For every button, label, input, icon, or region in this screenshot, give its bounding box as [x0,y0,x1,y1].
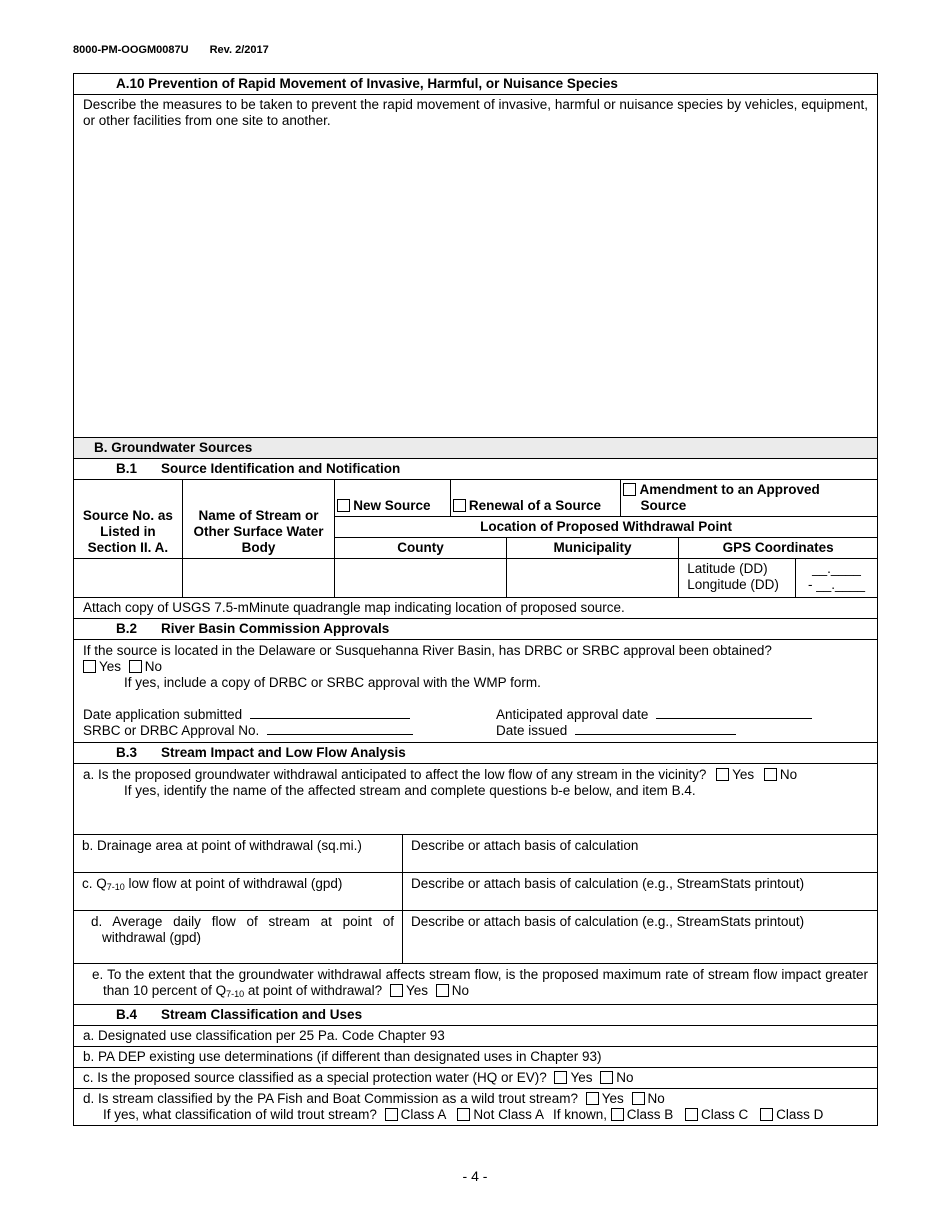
gps-labels: Latitude (DD) Longitude (DD) [679,559,796,598]
b2-question: If the source is located in the Delaware or Susquehanna River Basin, has DRBC or SRBC approval been obtained? [83,643,772,658]
b4-existing-use[interactable]: b. PA DEP existing use determinations (if different than designated uses in Chapter 93) [74,1047,877,1068]
form-header [73,44,287,56]
b4c-yes-checkbox[interactable] [554,1071,567,1084]
source-no-cell[interactable] [74,559,183,598]
b4c-no-checkbox[interactable] [600,1071,613,1084]
amendment-option[interactable]: Amendment to an Approved Source [621,480,878,517]
renewal-checkbox[interactable] [453,499,466,512]
a10-heading: A.10 Prevention of Rapid Movement of Invasive, Harmful, or Nuisance Species [74,74,877,95]
b2-dates: Date application submitted SRBC or DRBC Approval No. Anticipated approval date Date issued [83,707,868,739]
date-issued-field[interactable] [575,734,736,735]
b3a-no-checkbox[interactable] [764,768,777,781]
b1-source-table [73,479,878,598]
b4-wild-trout: d. Is stream classified by the PA Fish and Boat Commission as a wild trout stream? Yes No If yes, what classification of wild trout stream? Class A Not Class A If known, Class B Class C Class D [83,1091,824,1122]
b3-avg-flow-label: d. Average daily flow of stream at point of withdrawal (gpd) [74,911,403,964]
form-frame [73,73,878,1126]
class-d-checkbox[interactable] [760,1108,773,1121]
b4-designated-use[interactable]: a. Designated use classification per 25 Pa. Code Chapter 93 [74,1026,877,1047]
b2-body [74,640,877,743]
b3-avg-flow-basis[interactable]: Describe or attach basis of calculation (e.g., StreamStats printout) [403,911,878,964]
date-submitted-field[interactable] [250,718,410,719]
amendment-checkbox[interactable] [623,483,636,496]
new-source-option[interactable]: New Source [335,480,451,517]
a10-answer-area[interactable] [74,95,877,438]
approval-no-field[interactable] [267,734,413,735]
b3-calc-table-wrap [74,834,877,964]
b4d-yes-checkbox[interactable] [586,1092,599,1105]
class-c-checkbox[interactable] [685,1108,698,1121]
col-stream-name: Name of Stream or Other Surface Water Body [182,480,335,559]
b1-heading: B.1 Source Identification and Notification [74,459,877,480]
gps-values[interactable] [796,559,878,598]
class-a-checkbox[interactable] [385,1108,398,1121]
stream-name-cell[interactable] [182,559,335,598]
county-cell[interactable] [335,559,506,598]
col-source-no: Source No. as Listed in Section II. A. [74,480,183,559]
b2-yes-checkbox[interactable] [83,660,96,673]
municipality-cell[interactable] [506,559,679,598]
b3-heading: B.3 Stream Impact and Low Flow Analysis [74,743,877,764]
b3e-yes-checkbox[interactable] [390,984,403,997]
class-b-checkbox[interactable] [611,1108,624,1121]
b3e-no-checkbox[interactable] [436,984,449,997]
b4-heading: B.4 Stream Classification and Uses [74,1005,877,1026]
latitude-field[interactable]: __.____ [812,561,861,576]
b2-yes-no: Yes No [83,659,868,675]
page-number: - 4 - [462,1168,488,1184]
b2-heading: B.2 River Basin Commission Approvals [74,619,877,640]
b3-drainage-label: b. Drainage area at point of withdrawal (sq.mi.) [74,835,403,873]
b1-attach-note: Attach copy of USGS 7.5-mMinute quadrangle map indicating location of proposed source. [74,598,877,619]
b3-calc-table [73,834,878,964]
renewal-option[interactable]: Renewal of a Source [450,480,621,517]
b3-q710-label: c. $Q_{7-10}$ low flow at point of withdrawal (gpd) [74,873,403,911]
form-revision: Rev. 2/2017 [209,44,269,56]
col-county: County [335,538,506,559]
b3-q710-basis[interactable]: Describe or attach basis of calculation (e.g., StreamStats printout) [403,873,878,911]
b3a-yes-checkbox[interactable] [716,768,729,781]
section-b-heading: B. Groundwater Sources [74,438,877,459]
not-class-a-checkbox[interactable] [457,1108,470,1121]
col-municipality: Municipality [506,538,679,559]
anticipated-date-field[interactable] [656,718,812,719]
b4d-no-checkbox[interactable] [632,1092,645,1105]
longitude-field[interactable]: - __.____ [808,577,866,592]
b4-special-protection: c. Is the proposed source classified as a special protection water (HQ or EV)? Yes No [74,1068,877,1089]
b3-drainage-basis[interactable]: Describe or attach basis of calculation [403,835,878,873]
b1-table-wrap [74,479,877,598]
a10-instructions: Describe the measures to be taken to prevent the rapid movement of invasive, harmful or nuisance species by vehicles, equipment, or other facilities from one site to another. [83,97,868,128]
new-source-checkbox[interactable] [337,499,350,512]
b3-question-e: e. To the extent that the groundwater withdrawal affects stream flow, is the proposed maximum rate of stream flow impact greater than 10 percent of $Q_{7-10}$ at point of withdrawal? Yes No [74,964,877,1005]
col-gps: GPS Coordinates [679,538,878,559]
b2-if-yes: If yes, include a copy of DRBC or SRBC approval with the WMP form. [124,675,541,690]
b3-question-a: a. Is the proposed groundwater withdrawal anticipated to affect the low flow of any stream in the vicinity? Yes No If yes, identify the name of the affected stream and complete questions b-e below, and item B.4. [74,764,877,835]
form-id: 8000-PM-OOGM0087U [73,44,189,56]
location-header: Location of Proposed Withdrawal Point [335,517,878,538]
b2-no-checkbox[interactable] [129,660,142,673]
